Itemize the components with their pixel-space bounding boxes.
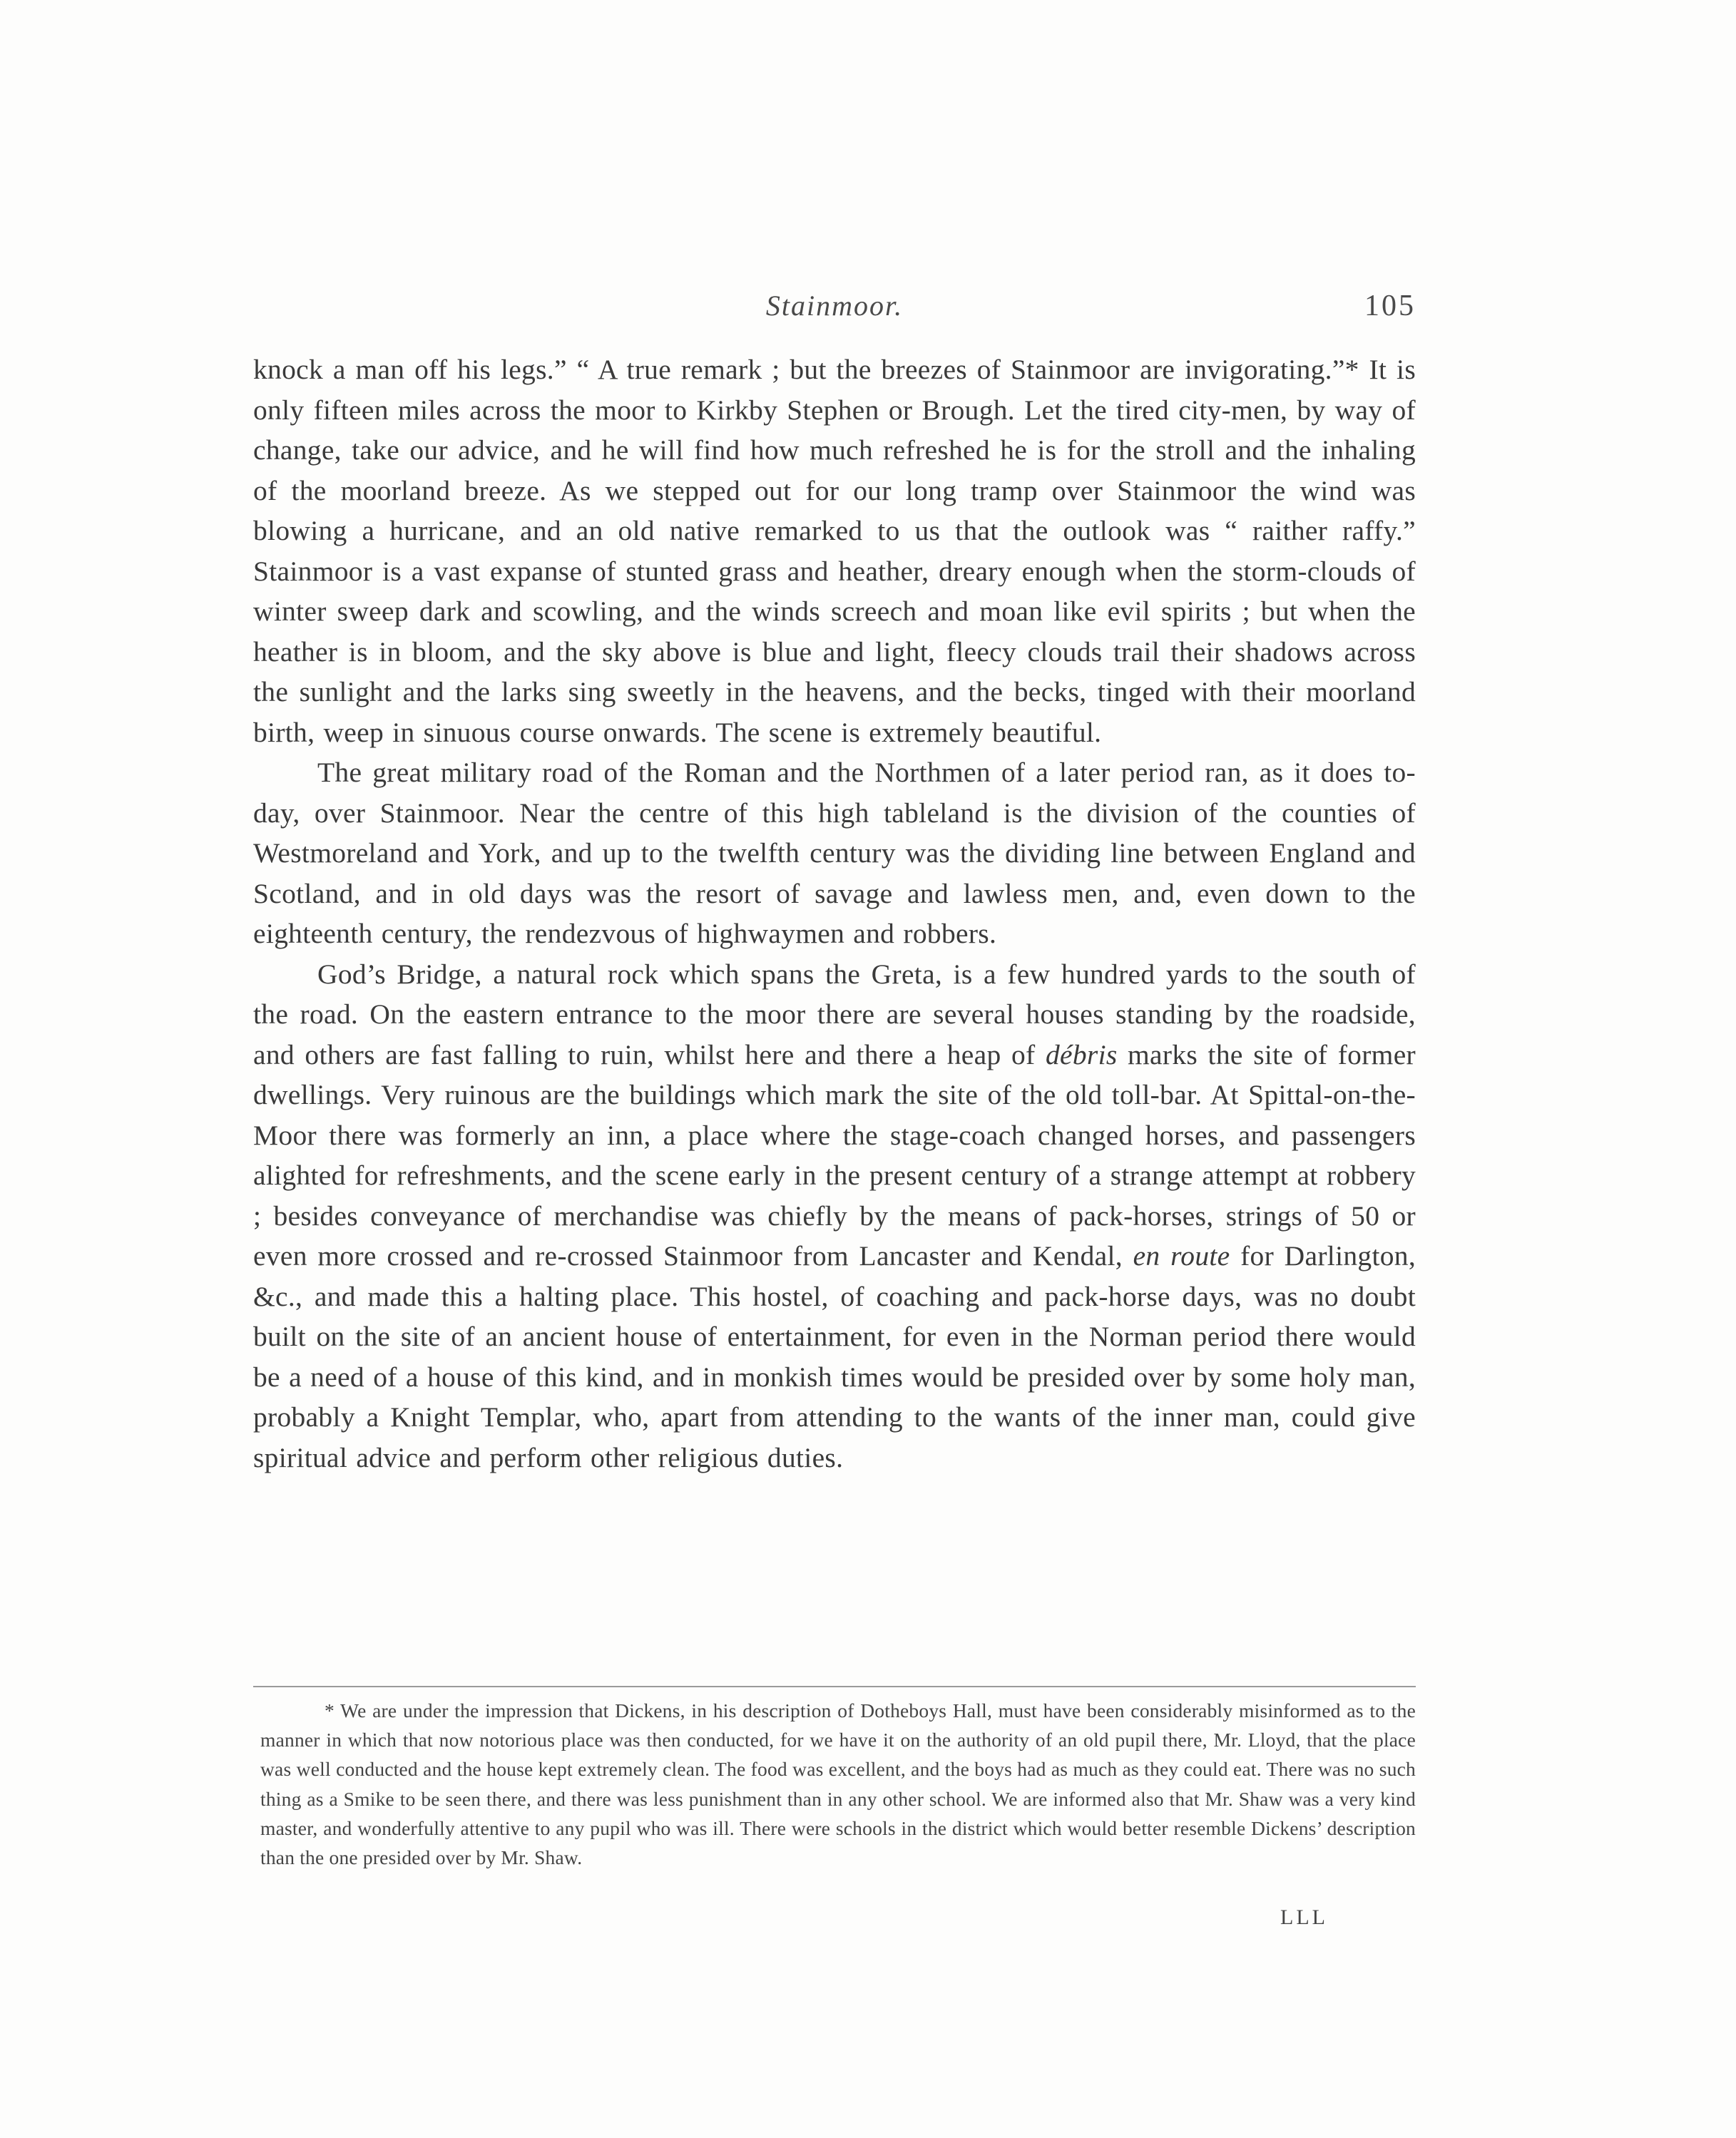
running-title: Stainmoor. <box>765 290 904 322</box>
footnote-divider <box>253 1686 1416 1687</box>
footnote-signature: LLL <box>1280 1906 1328 1929</box>
footnote: * We are under the impression that Dickens, in his description of Dotheboys Hall, must have been considerably misinformed as to the manner in which that now notorious place was then conducted, for we have it on the authority of an old pupil there, Mr. Lloyd, that the place was well conducted and the house kept extremely clean. The food was excellent, and the boys had as much as they could eat. There was no such thing as a Smike to be seen there, and there was less punishment than in any other school. We are informed also that Mr. Shaw was a very kind master, and wonderfully attentive to any pupil who was ill. There were schools in the district which would better resemble Dickens’ description than the one presided over by Mr. Shaw. <box>260 1699 1416 1869</box>
page-number: 105 <box>1364 290 1416 322</box>
paragraph-2-text: The great military road of the Roman and the Northmen of a later period ran, as it does to-day, over Stainmoor. Near the centre of this high tableland is the division of the counties of Westmoreland and York, and up to the twelfth century was the dividing line between England and Scotland, and in old days was the resort of savage and lawless men, and, even down to the eighteenth century, the rendezvous of highwaymen and robbers. <box>253 757 1416 949</box>
paragraph-3 <box>253 954 1416 1478</box>
paragraph-1 <box>253 349 1416 752</box>
paragraph-1-text: knock a man off his legs.” “ A true remark ; but the breezes of Stainmoor are invigorating.”* It is only fifteen miles across the moor to Kirkby Stephen or Brough. Let the tired city-men, by way of change, take our advice, and he will find how much refreshed he is for the stroll and the inhaling of the moorland breeze. As we stepped out for our long tramp over Stainmoor the wind was blowing a hurricane, and an old native remarked to us that the outlook was “ raither raffy.” Stainmoor is a vast expanse of stunted grass and heather, dreary enough when the storm-clouds of winter sweep dark and scowling, and the winds screech and moan like evil spirits ; but when the heather is in bloom, and the sky above is blue and light, fleecy clouds trail their shadows across the sunlight and the larks sing sweetly in the heavens, and the becks, tinged with their moorland birth, weep in sinuous course onwards. The scene is extremely beautiful. <box>253 354 1416 748</box>
paragraph-3-text-a: God’s Bridge, a natural rock which spans the Greta, is a few hundred yards to the south of the road. On the eastern entrance to the moor there are several houses standing by the roadside, and others are fast falling to ruin, whilst here and there a heap of <box>253 958 1416 1070</box>
italic-debris: débris <box>1045 1038 1118 1070</box>
paragraph-2 <box>253 752 1416 954</box>
paragraph-3-text-b: marks the site of former dwellings. Very ruinous are the buildings which mark the site of the old toll-bar. At Spittal-on-the-Moor there was formerly an inn, a place where the stage-coach changed horses, and passengers alighted for refreshments, and the scene early in the present century of a strange attempt at robbery ; besides conveyance of merchandise was chiefly by the means of pack-horses, strings of 50 or even more crossed and re-crossed Stainmoor from Lancaster and Kendal, <box>253 1038 1416 1272</box>
running-header <box>253 289 1416 332</box>
italic-en-route: en route <box>1133 1240 1230 1272</box>
paragraph-3-text-c: for Darlington, &c., and made this a halting place. This hostel, of coaching and pack-horse days, was no doubt built on the site of an ancient house of entertainment, for even in the Norman period there would be a need of a house of this kind, and in monkish times would be presided over by some holy man, probably a Knight Templar, who, apart from attending to the wants of the inner man, could give spiritual advice and perform other religious duties. <box>253 1240 1416 1473</box>
body-text <box>253 349 1416 1478</box>
